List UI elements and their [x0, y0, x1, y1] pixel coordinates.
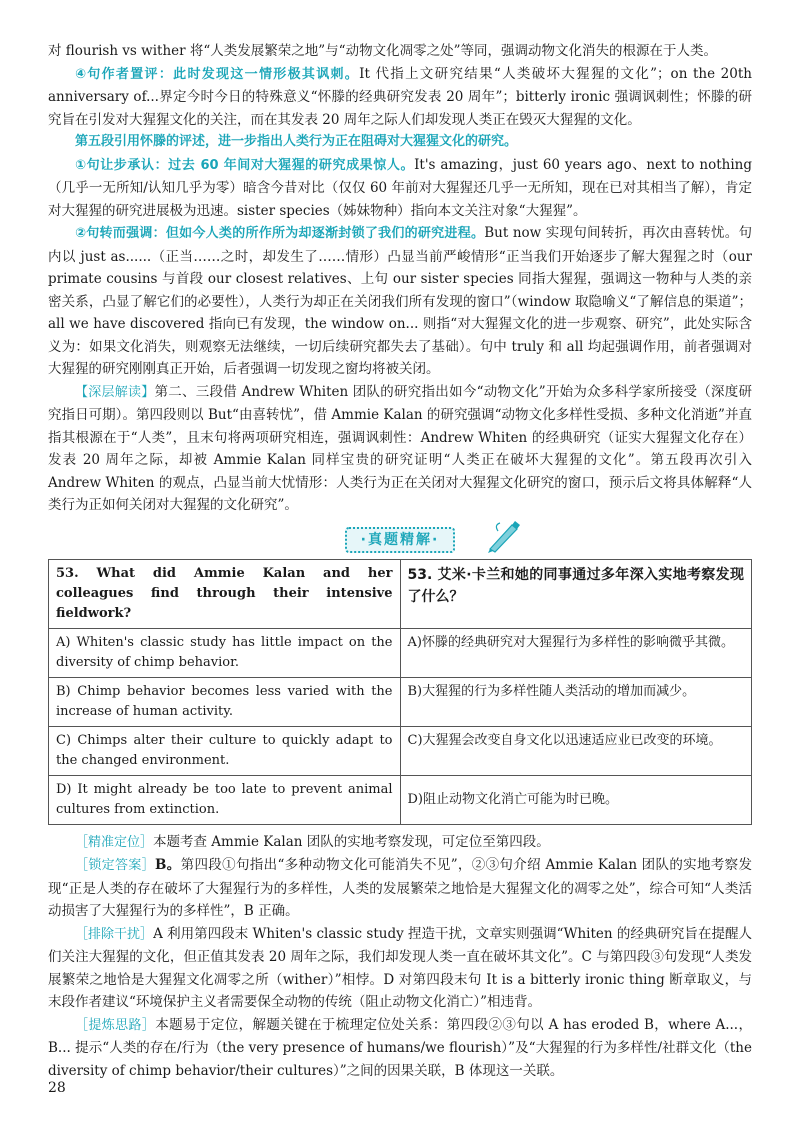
para2-label: ④句作者置评：此时发现这一情形极其讽刺。	[75, 66, 360, 82]
para4-text: It's amazing，just 60 years ago、next to nothing（几乎一无所知/认知几乎为零）暗含今昔对比（仅仅 60 年前对大猩猩还几乎一无所知，现在已对其相当了解），肯定对大猩猩的研究进展极为迅速。sister species（姊妹物种）指向本文关注对象“大猩猩”。	[48, 156, 752, 219]
option-d-zh: D)阻止动物文化消亡可能为时已晚。	[400, 775, 752, 824]
option-b-en: B) Chimp behavior becomes less varied with the increase of human activity.	[49, 677, 401, 726]
locate-text: 本题考查 Ammie Kalan 团队的实地考察发现，可定位至第四段。	[153, 833, 550, 850]
question-table	[48, 559, 752, 825]
paragraph-4	[48, 154, 752, 223]
option-row	[49, 726, 752, 775]
analysis-exclude	[48, 923, 752, 1014]
banner-title: ·真题精解·	[345, 527, 456, 553]
paragraph-1: 对 flourish vs wither 将“人类发展繁荣之地”与“动物文化凋零之处”等同，强调动物文化消失的根源在于人类。	[48, 43, 717, 59]
analysis-locate	[48, 831, 752, 855]
analysis-answer	[48, 854, 752, 923]
question-zh: 53. 艾米·卡兰和她的同事通过多年深入实地考察发现了什么？	[400, 559, 752, 628]
option-b-zh: B)大猩猩的行为多样性随人类活动的增加而减少。	[400, 677, 752, 726]
question-row	[49, 559, 752, 628]
pen-icon	[486, 519, 522, 553]
para5-text: But now 实现句间转折，再次由喜转忧。句内以 just as......（正当……之时，却发生了……情形）凸显当前严峻情形“正当我们开始逐步了解大猩猩之时（our primate cousins 与首段 our closest relatives、上句 our sister species 同指大猩猩，强调这一物种与人类的亲密关系，凸显了解它们的必要性），人类行为却正在关闭我们所有发现的窗口”（window 取隐喻义“了解信息的渠道”；all we have discovered 指向已有发现，the window on... 则指“对大猩猩文化的进一步观察、研究”，此处实际含义为：如果文化消失，则观察无法继续，一切后续研究都失去了基础）。句中 truly 和 all 均起强调作用，前者强调对大猩猩的研究刚刚真正开始，后者强调一切发现之窗均将被关闭。	[48, 225, 752, 377]
idea-text: 本题易于定位，解题关键在于梳理定位处关系：第四段②③句以 A has eroded B，where A...，B... 提示“人类的存在/行为（the very presence of humans/we flourish）”及“大猩猩的行为多样性/社群文化（the diversity of chimp behavior/their cultures）”之间的因果关联，B 体现这一关联。	[48, 1016, 752, 1079]
para4-label: ①句让步承认：过去 60 年间对大猩猩的研究成果惊人。	[75, 157, 415, 173]
option-c-zh: C)大猩猩会改变自身文化以迅速适应业已改变的环境。	[400, 726, 752, 775]
exclude-label: ［排除干扰］	[75, 926, 154, 942]
idea-label: ［提炼思路］	[75, 1017, 156, 1033]
answer-letter: B。	[155, 857, 181, 873]
para2-text: It 代指上文研究结果“人类破坏大猩猩的文化”；on the 20th anniversary of...界定今时今日的特殊意义“怀滕的经典研究发表 20 周年”；bitterly ironic 强调讽刺性；怀滕的研究旨在引发对大猩猩文化的关注，而在其发表 20 周年之际人们却发现人类正在毁灭大猩猩的文化。	[48, 65, 752, 128]
exclude-text: A 利用第四段末 Whiten's classic study 捏造干扰，文章实则强调“Whiten 的经典研究旨在提醒人们关注大猩猩的文化，但正值其发表 20 周年之际，我们却发现人类一直在破坏其文化”。C 与第四段③句发现“人类发展繁荣之地恰是大猩猩文化凋零之所（wither）”相悖。D 对第四段末句 It is a bitterly ironic thing 断章取义，与末段作者建议“环境保护主义者需要保全动物的传统（阻止动物文化消亡）”相违背。	[48, 925, 752, 1010]
option-row	[49, 677, 752, 726]
option-a-zh: A)怀滕的经典研究对大猩猩行为多样性的影响微乎其微。	[400, 628, 752, 677]
answer-label: ［锁定答案］	[75, 858, 156, 873]
section-banner	[48, 527, 752, 553]
para5-label: ②句转而强调：但如今人类的所作所为却逐渐封锁了我们的研究进程。	[75, 226, 485, 241]
option-row	[49, 775, 752, 824]
paragraph-2	[48, 63, 752, 132]
locate-label: ［精准定位］	[75, 834, 154, 850]
paragraph-5	[48, 222, 752, 381]
paragraph-3-heading: 第五段引用怀滕的评述，进一步指出人类行为正在阻碍对大猩猩文化的研究。	[75, 134, 518, 149]
deep-analysis	[48, 381, 752, 517]
question-en: 53. What did Ammie Kalan and her colleagues find through their intensive fieldwork?	[49, 559, 401, 628]
content	[48, 40, 752, 1082]
option-c-en: C) Chimps alter their culture to quickly adapt to the changed environment.	[49, 726, 401, 775]
deep-text: 第二、三段借 Andrew Whiten 团队的研究指出如今“动物文化”开始为众多科学家所接受（深度研究指日可期）。第四段则以 But“由喜转忧”，借 Ammie Kalan 的研究强调“动物文化多样性受损、多种文化消逝”并直指其根源在于“人类”，且末句将两项研究相连，强调讽刺性：Andrew Whiten 的经典研究（证实大猩猩文化存在）发表 20 周年之际，却被 Ammie Kalan 同样宝贵的研究证明“人类正在破坏大猩猩的文化”。第五段再次引入 Andrew Whiten 的观点，凸显当前大忧情形：人类行为正在关闭对大猩猩文化研究的窗口，预示后文将具体解释“人类行为正如何关闭对大猩猩的文化研究”。	[48, 383, 752, 513]
option-row	[49, 628, 752, 677]
answer-text: 第四段①句指出“多种动物文化可能消失不见”，②③句介绍 Ammie Kalan 团队的实地考察发现“正是人类的存在破坏了大猩猩行为的多样性，人类的发展繁荣之地恰是大猩猩文化的凋零之处”，综合可知“人类活动损害了大猩猩行为的多样性”，B 正确。	[48, 857, 752, 919]
deep-label: 【深层解读】	[75, 384, 155, 400]
analysis-idea	[48, 1014, 752, 1083]
option-d-en: D) It might already be too late to prevent animal cultures from extinction.	[49, 775, 401, 824]
page-number: 28	[48, 1080, 66, 1096]
option-a-en: A) Whiten's classic study has little impact on the diversity of chimp behavior.	[49, 628, 401, 677]
